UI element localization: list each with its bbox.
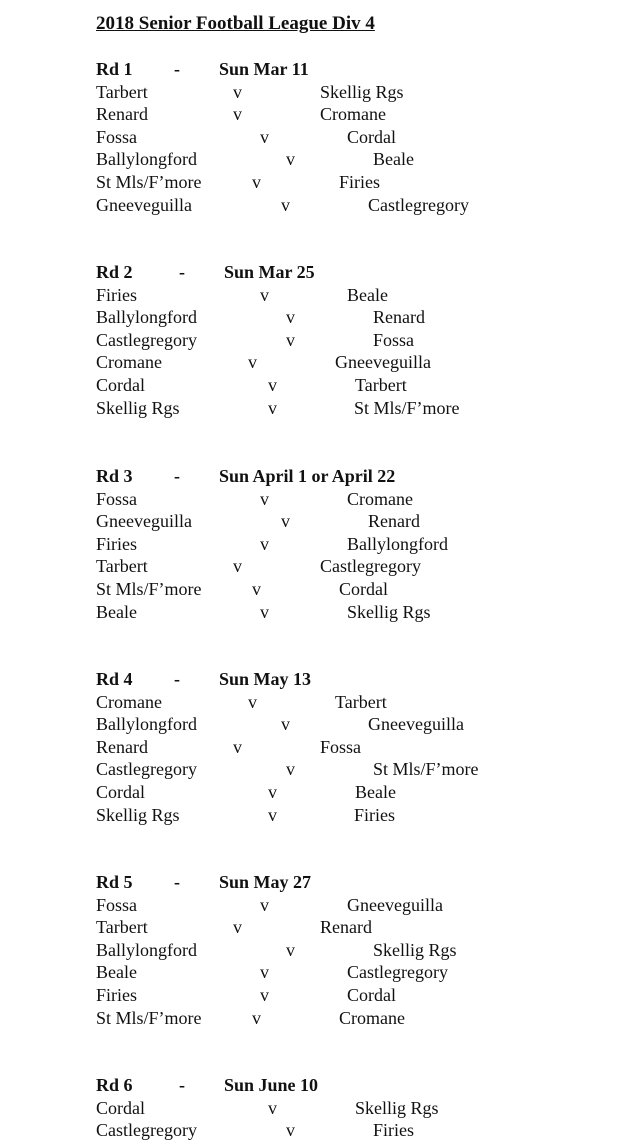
round-label: Rd 2 (96, 262, 133, 282)
home-team: Ballylongford (96, 149, 197, 170)
away-team: Castlegregory (368, 194, 469, 215)
versus-label: v (268, 1097, 277, 1118)
versus-label: v (286, 307, 295, 328)
fixture-row (0, 1008, 640, 1030)
round-date: Sun April 1 or April 22 (219, 466, 396, 486)
round-dash: - (179, 1075, 185, 1095)
away-team: Cordal (347, 985, 396, 1005)
away-team: Cordal (347, 126, 396, 147)
fixture-row (0, 195, 640, 217)
versus-label: v (260, 126, 269, 147)
versus-label: v (233, 81, 242, 102)
home-team: Tarbert (96, 81, 148, 102)
home-team: Ballylongford (96, 939, 197, 960)
away-team: Tarbert (335, 691, 387, 712)
versus-label: v (233, 556, 242, 577)
away-team: Gneeveguilla (335, 352, 431, 373)
home-team: Renard (96, 736, 148, 757)
away-team: Renard (320, 917, 372, 938)
away-team: Gneeveguilla (347, 894, 443, 915)
round-date: Sun Mar 11 (219, 59, 309, 79)
away-team: Skellig Rgs (347, 601, 431, 622)
home-team: Cordal (96, 375, 145, 395)
fixture-row (0, 330, 640, 352)
away-team: Renard (368, 511, 420, 532)
home-team: Beale (96, 601, 137, 622)
away-team: Skellig Rgs (320, 81, 404, 102)
away-team: Fossa (373, 329, 415, 350)
home-team: Cordal (96, 782, 145, 802)
home-team: St Mls/F’more (96, 579, 202, 599)
round-dash: - (174, 59, 180, 79)
versus-label: v (260, 985, 269, 1005)
versus-label: v (268, 375, 277, 395)
fixture-row (0, 489, 640, 511)
round-dash: - (179, 262, 185, 282)
versus-label: v (281, 194, 290, 215)
fixture-row (0, 737, 640, 759)
round-label: Rd 3 (96, 466, 133, 486)
versus-label: v (281, 511, 290, 532)
fixture-row (0, 285, 640, 307)
fixture-row (0, 940, 640, 962)
home-team: Tarbert (96, 917, 148, 938)
versus-label: v (233, 917, 242, 938)
home-team: Skellig Rgs (96, 397, 180, 418)
home-team: St Mls/F’more (96, 1007, 202, 1028)
versus-label: v (268, 804, 277, 825)
fixture-row (0, 127, 640, 149)
away-team: Castlegregory (320, 556, 421, 577)
fixture-row (0, 759, 640, 781)
away-team: Cromane (339, 1007, 405, 1028)
away-team: Fossa (320, 736, 362, 757)
versus-label: v (260, 894, 269, 915)
fixture-row (0, 985, 640, 1007)
versus-label: v (252, 579, 261, 599)
versus-label: v (248, 691, 257, 712)
home-team: Firies (96, 985, 138, 1005)
versus-label: v (286, 329, 295, 350)
versus-label: v (260, 533, 269, 554)
away-team: Skellig Rgs (355, 1097, 439, 1118)
away-team: Skellig Rgs (373, 939, 457, 960)
fixture-row (0, 82, 640, 104)
fixture-row (0, 398, 640, 420)
round-dash: - (174, 669, 180, 689)
versus-label: v (260, 962, 269, 983)
home-team: Firies (96, 284, 138, 305)
away-team: St Mls/F’more (373, 759, 479, 780)
versus-label: v (252, 1007, 261, 1028)
home-team: Fossa (96, 126, 138, 147)
round-dash: - (174, 872, 180, 892)
fixture-row (0, 104, 640, 126)
away-team: Gneeveguilla (368, 714, 464, 735)
fixture-row (0, 895, 640, 917)
away-team: Tarbert (355, 375, 407, 395)
home-team: Cromane (96, 691, 162, 712)
away-team: Cordal (339, 579, 388, 599)
round-label: Rd 5 (96, 872, 133, 892)
fixture-row (0, 602, 640, 624)
round-date: Sun Mar 25 (224, 262, 315, 282)
versus-label: v (286, 149, 295, 170)
away-team: Renard (373, 307, 425, 328)
document-title: 2018 Senior Football League Div 4 (96, 13, 375, 34)
home-team: Fossa (96, 894, 138, 915)
away-team: Firies (339, 172, 381, 192)
round-label: Rd 4 (96, 669, 133, 689)
fixture-row (0, 917, 640, 939)
away-team: Cromane (347, 488, 413, 509)
away-team: Cromane (320, 104, 386, 125)
versus-label: v (260, 284, 269, 305)
home-team: Tarbert (96, 556, 148, 577)
fixture-row (0, 805, 640, 827)
versus-label: v (260, 488, 269, 509)
round-label: Rd 1 (96, 59, 133, 79)
versus-label: v (248, 352, 257, 373)
round-date: Sun May 13 (219, 669, 312, 689)
fixture-row (0, 375, 640, 397)
away-team: Firies (354, 804, 396, 825)
fixture-row (0, 962, 640, 984)
versus-label: v (268, 782, 277, 802)
home-team: Skellig Rgs (96, 804, 180, 825)
fixture-row (0, 172, 640, 194)
home-team: Castlegregory (96, 1120, 197, 1141)
away-team: Ballylongford (347, 533, 448, 554)
home-team: Beale (96, 962, 137, 983)
fixture-row (0, 714, 640, 736)
home-team: Gneeveguilla (96, 511, 192, 532)
home-team: Castlegregory (96, 759, 197, 780)
away-team: St Mls/F’more (354, 397, 460, 418)
round-date: Sun May 27 (219, 872, 312, 892)
fixture-row (0, 556, 640, 578)
fixture-row (0, 579, 640, 601)
fixture-row (0, 352, 640, 374)
versus-label: v (281, 714, 290, 735)
home-team: Fossa (96, 488, 138, 509)
home-team: St Mls/F’more (96, 172, 202, 192)
versus-label: v (286, 939, 295, 960)
versus-label: v (260, 601, 269, 622)
home-team: Gneeveguilla (96, 194, 192, 215)
versus-label: v (286, 759, 295, 780)
fixture-row (0, 307, 640, 329)
fixture-row (0, 1120, 640, 1142)
round-date: Sun June 10 (224, 1075, 319, 1095)
round-dash: - (174, 466, 180, 486)
fixture-row (0, 511, 640, 533)
away-team: Beale (355, 782, 396, 802)
home-team: Firies (96, 533, 138, 554)
fixture-row (0, 692, 640, 714)
round-label: Rd 6 (96, 1075, 133, 1095)
fixture-row (0, 149, 640, 171)
away-team: Beale (373, 149, 414, 170)
versus-label: v (233, 104, 242, 125)
home-team: Ballylongford (96, 714, 197, 735)
away-team: Beale (347, 284, 388, 305)
home-team: Cromane (96, 352, 162, 373)
away-team: Castlegregory (347, 962, 448, 983)
versus-label: v (286, 1120, 295, 1141)
fixture-row (0, 534, 640, 556)
versus-label: v (268, 397, 277, 418)
versus-label: v (252, 172, 261, 192)
home-team: Cordal (96, 1097, 145, 1118)
versus-label: v (233, 736, 242, 757)
fixture-row (0, 1098, 640, 1120)
home-team: Ballylongford (96, 307, 197, 328)
away-team: Firies (373, 1120, 415, 1141)
home-team: Renard (96, 104, 148, 125)
fixture-row (0, 782, 640, 804)
home-team: Castlegregory (96, 329, 197, 350)
